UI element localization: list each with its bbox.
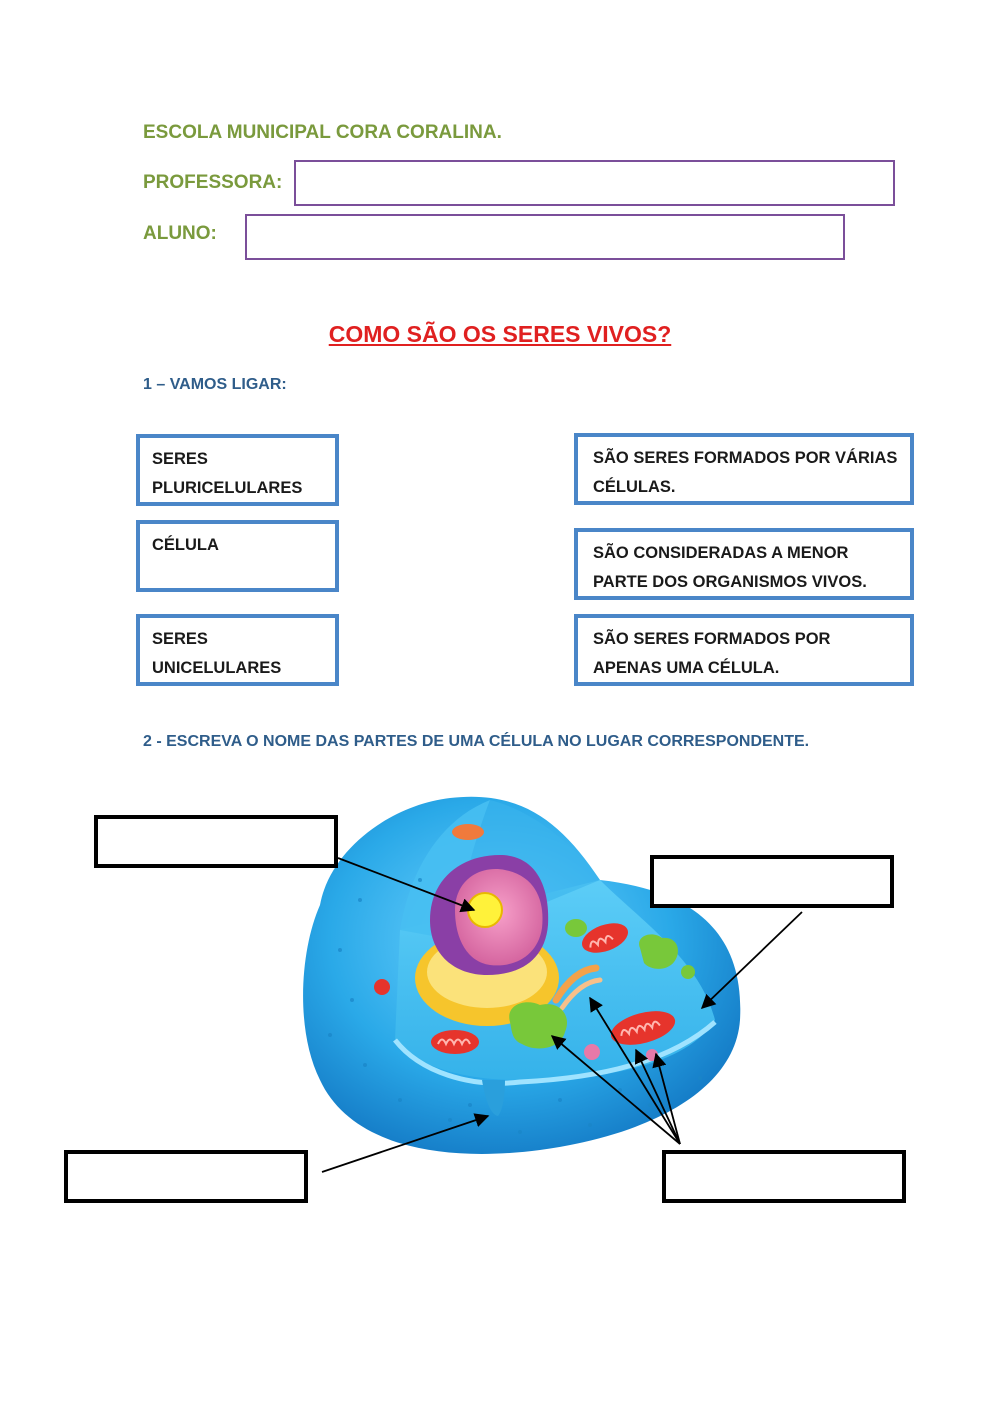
answer-box-top-right[interactable] bbox=[650, 855, 894, 908]
teacher-field[interactable] bbox=[294, 160, 895, 206]
match-left-line: CÉLULA bbox=[152, 536, 219, 554]
question-2-prompt: 2 - ESCREVA O NOME DAS PARTES DE UMA CÉLULA NO LUGAR CORRESPONDENTE. bbox=[143, 733, 810, 750]
page-title-text: COMO SÃO OS SERES VIVOS? bbox=[328, 321, 672, 347]
match-left-unicelulares[interactable] bbox=[136, 614, 339, 686]
answer-box-bottom-right[interactable] bbox=[662, 1150, 906, 1203]
match-right-uma-celula[interactable] bbox=[574, 614, 914, 686]
match-left-line: UNICELULARES bbox=[152, 659, 282, 677]
match-right-varias-celulas[interactable] bbox=[574, 433, 914, 505]
question-1-prompt: 1 – VAMOS LIGAR: bbox=[143, 376, 287, 393]
answer-box-bottom-left[interactable] bbox=[64, 1150, 308, 1203]
match-left-line: PLURICELULARES bbox=[152, 479, 303, 497]
match-right-line: SÃO SERES FORMADOS POR VÁRIAS bbox=[593, 449, 898, 467]
match-left-line: SERES bbox=[152, 450, 208, 468]
teacher-label: PROFESSORA: bbox=[143, 172, 283, 193]
match-right-line: PARTE DOS ORGANISMOS VIVOS. bbox=[593, 573, 867, 591]
match-left-pluricelulares[interactable] bbox=[136, 434, 339, 506]
match-left-celula[interactable] bbox=[136, 520, 339, 592]
school-name: ESCOLA MUNICIPAL CORA CORALINA. bbox=[143, 122, 502, 143]
match-right-line: SÃO SERES FORMADOS POR bbox=[593, 630, 831, 648]
match-left-line: SERES bbox=[152, 630, 208, 648]
match-right-menor-parte[interactable] bbox=[574, 528, 914, 600]
match-right-line: APENAS UMA CÉLULA. bbox=[593, 659, 780, 677]
mitochondrion bbox=[452, 824, 484, 840]
mitochondrion bbox=[431, 1030, 479, 1054]
match-right-line: CÉLULAS. bbox=[593, 478, 676, 496]
student-label: ALUNO: bbox=[143, 223, 217, 244]
student-field[interactable] bbox=[245, 214, 845, 260]
page-title bbox=[0, 321, 1000, 348]
match-right-line: SÃO CONSIDERADAS A MENOR bbox=[593, 544, 849, 562]
answer-box-top-left[interactable] bbox=[94, 815, 338, 868]
